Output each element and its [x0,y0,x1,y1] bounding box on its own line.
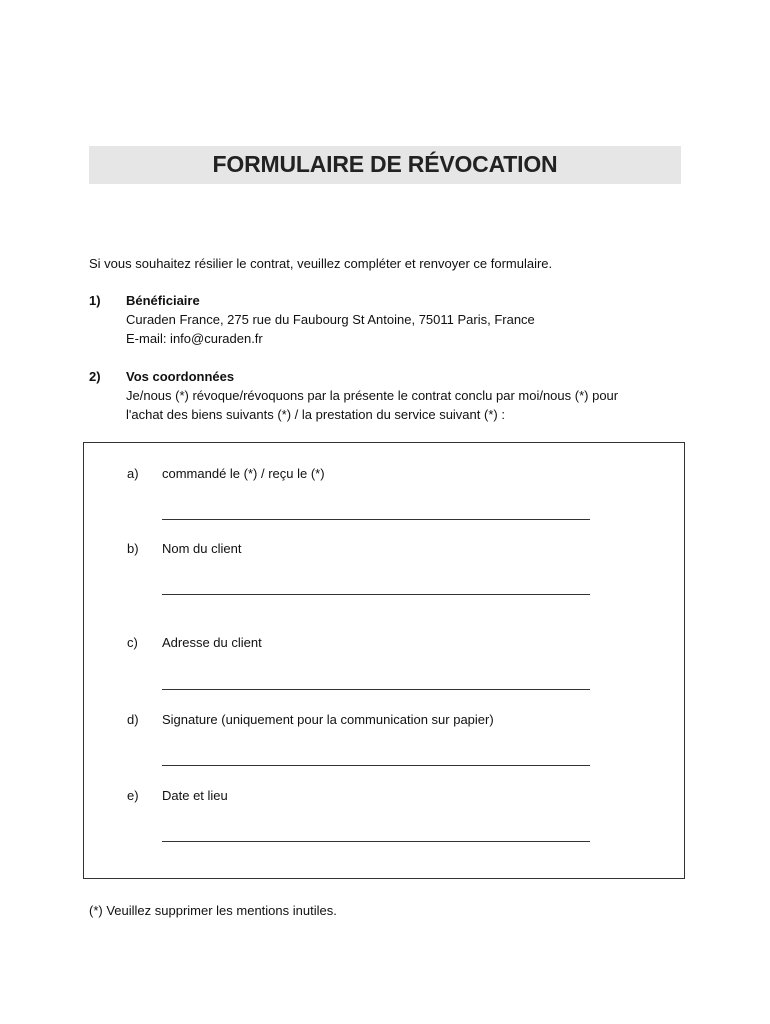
item-e-letter: e) [127,788,139,803]
revocation-statement-line-1: Je/nous (*) révoque/révoquons par la présente le contrat conclu par moi/nous (*) pour [126,388,619,403]
item-d-letter: d) [127,712,139,727]
title-band [89,146,681,184]
item-c-label: Adresse du client [162,635,262,650]
item-b-fill-line[interactable] [162,594,590,595]
revocation-statement-line-2: l'achat des biens suivants (*) / la prestation du service suivant (*) : [126,407,505,422]
revocation-form-box [83,442,685,879]
item-a-label: commandé le (*) / reçu le (*) [162,466,325,481]
footnote: (*) Veuillez supprimer les mentions inutiles. [89,903,337,918]
beneficiary-address: Curaden France, 275 rue du Faubourg St Antoine, 75011 Paris, France [126,312,535,327]
item-b-letter: b) [127,541,139,556]
item-c-letter: c) [127,635,138,650]
item-d-label: Signature (uniquement pour la communication sur papier) [162,712,494,727]
item-a-letter: a) [127,466,139,481]
section-1-number: 1) [89,293,101,308]
item-c-fill-line[interactable] [162,689,590,690]
section-2-number: 2) [89,369,101,384]
item-d-fill-line[interactable] [162,765,590,766]
item-b-label: Nom du client [162,541,242,556]
item-e-fill-line[interactable] [162,841,590,842]
intro-text: Si vous souhaitez résilier le contrat, veuillez compléter et renvoyer ce formulaire. [89,256,553,271]
page-title: FORMULAIRE DE RÉVOCATION [212,151,558,177]
item-a-fill-line[interactable] [162,519,590,520]
beneficiary-email: E-mail: info@curaden.fr [126,331,263,346]
section-1-heading: Bénéficiaire [126,293,200,308]
item-e-label: Date et lieu [162,788,228,803]
section-2-heading: Vos coordonnées [126,369,235,384]
